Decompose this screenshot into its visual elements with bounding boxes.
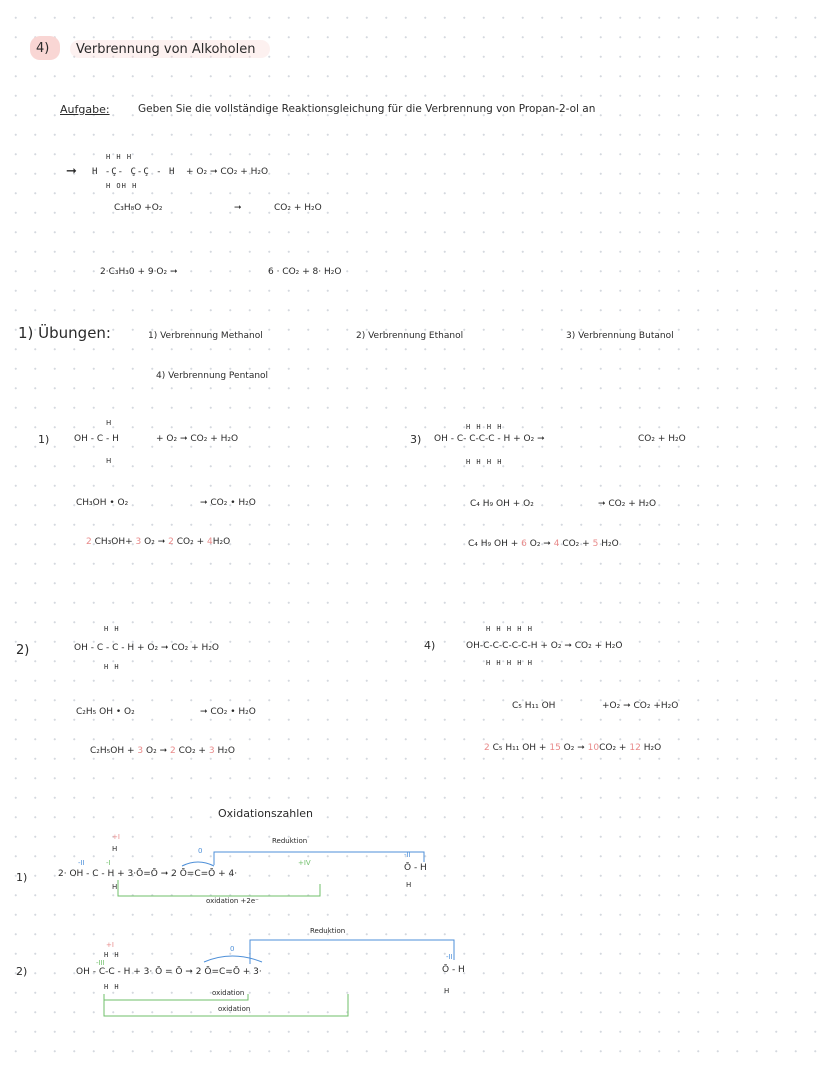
ethanol-eq3-b: O₂ ➞ [146,746,168,756]
redox2-water-bot: H [444,987,450,995]
ox-label-minus1: -I [106,859,111,867]
ethanol-struct-mid: OH - C - C - H + O₂ ➞ CO₂ + H₂O [74,643,220,653]
redox1-reduktion: Reduktion [272,837,308,845]
redox1-main: 2· OH - C - H + 3·Ō=Ō ➞ 2 Ō=C=Ō + 4· [58,869,238,879]
arrow-icon: ➞ [234,203,242,213]
task-eq2-left: C₃H₈O +O₂ [114,203,163,213]
methanol-coef: 2 [86,537,92,547]
methanol-eq3-d: CO₂ + [176,537,205,547]
redox2-oxidation-2: oxidation [218,1005,251,1013]
ethanol-struct-top: H H [104,625,120,633]
butanol-eq3-co2: CO₂ + [562,539,590,549]
butanol-eq2-right: ➞ CO₂ + H₂O [598,499,657,509]
methanol-num: 1) [38,433,50,446]
propanol-struct-bot: H OH H [106,182,138,190]
pentanol-coef: 2 [484,743,490,753]
task-eq1-rest: + O₂ ➞ CO₂ + H₂O [186,167,269,177]
butanol-eq1-right: CO₂ + H₂O [638,434,686,444]
redox1-h-bot: H [112,883,118,891]
pentanol-eq3-a: C₅ H₁₁ OH + [492,743,547,753]
redox1-h-top: H [112,845,118,853]
ox-label-minus2-r2: -II [446,953,453,961]
ox-label-zero-r2: 0 [230,945,235,953]
redox2-oxidation-1: oxidation [212,989,245,997]
ox-label-minus2-water: -II [404,851,411,859]
methanol-co2-coef: 2 [168,537,174,547]
ox-label-minus2: -II [78,859,85,867]
redox2-reduktion: Reduktion [310,927,346,935]
butanol-eq3-left: C₄ H₉ OH + [468,539,519,549]
butanol-eq3-h2o: H₂O [601,539,619,549]
pentanol-eq3-b: O₂ ➞ [563,743,585,753]
butanol-co2-coef: 4 [553,539,560,549]
pentanol-eq3-d: CO₂ + [599,743,627,753]
ox-label-plus1-r2: +I [106,941,114,949]
butanol-eq2-left: C₄ H₉ OH + O₂ [470,499,534,509]
ethanol-eq3-a: C₂H₅OH + [90,746,135,756]
ox-label-zero: 0 [198,847,203,855]
oxidation-title: Oxidationszahlen [218,807,314,820]
uebung-item-2: 2) Verbrennung Ethanol [356,331,464,341]
methanol-eq2-right: ➞ CO₂ • H₂O [200,498,256,508]
pentanol-struct-bot: H H H H H [486,659,533,667]
ethanol-eq3-d: CO₂ + [178,746,206,756]
task-eq2-right: CO₂ + H₂O [274,203,322,213]
redox2-main: OH - C-C - H + 3· Ō = Ō ➞ 2 Ō=C=Ō + 3· [76,967,262,977]
page-title: Verbrennung von Alkoholen [76,42,256,57]
pentanol-eq2-left: C₅ H₁₁ OH [512,701,556,711]
ethanol-eq2-left: C₂H₅ OH • O₂ [76,707,135,717]
redox2-num: 2) [16,965,28,978]
butanol-eq3-mid: O₂ ➞ [529,539,551,549]
pentanol-eq3-f: H₂O [643,743,662,753]
redox1-water-top: Ō - H [404,863,427,873]
methanol-eq1-rest: + O₂ ➞ CO₂ + H₂O [156,434,239,444]
methanol-o2-coef: 3 [135,537,142,547]
butanol-o2-coef: 6 [521,539,527,549]
pentanol-co2-coef: 10 [587,743,600,753]
pentanol-h2o-coef: 12 [629,743,641,753]
methanol-h-bot: H [106,457,112,465]
pentanol-struct-top: H H H H H [486,625,533,633]
ethanol-struct-bot: H H [104,663,120,671]
redox1-num: 1) [16,871,28,884]
task-eq3-right: 6 · CO₂ + 8· H₂O [268,267,342,277]
ethanol-eq2-right: ➞ CO₂ • H₂O [200,707,256,717]
ethanol-h2o-coef: 3 [208,746,215,756]
ethanol-num: 2) [16,643,30,658]
heading-number: 4) [36,41,50,56]
ox-label-plus1: +I [112,833,120,841]
pentanol-num: 4) [424,639,436,652]
redox2-h-bot: H H [104,983,120,991]
propanol-struct-top: H H H [106,153,133,161]
task-eq3-left: 2·C₃H₃0 + 9·O₂ ➞ [100,267,178,277]
methanol-h-top: H [106,419,112,427]
butanol-struct-bot: H H H H [466,458,503,466]
ethanol-o2-coef: 3 [137,746,144,756]
pentanol-struct-mid: OH-C-C-C-C-C-H + O₂ ➞ CO₂ + H₂O [466,641,623,651]
ethanol-eq3-f: H₂O [217,746,235,756]
task-label: Aufgabe: [60,103,110,116]
uebung-item-3: 3) Verbrennung Butanol [566,331,674,341]
methanol-struct: OH - C - H [74,434,119,444]
butanol-struct-mid: OH - C- C-C-C - H + O₂ ➞ [434,434,545,444]
methanol-eq3-a: CH₃OH+ [94,537,133,547]
ox-label-plus4: +IV [298,859,311,867]
pentanol-o2-coef: 15 [549,743,561,753]
arrow-icon: ➞ [66,164,77,179]
methanol-eq2-left: CH₃OH • O₂ [76,498,129,508]
redox1-oxidation: oxidation +2e⁻ [206,897,259,905]
ethanol-co2-coef: 2 [169,746,176,756]
ox-label-minus3: -III [96,959,105,967]
methanol-eq3-f: H₂O [212,537,231,547]
butanol-struct-top: H H H H [466,423,503,431]
butanol-num: 3) [410,433,422,446]
redox1-water-bot: H [406,881,412,889]
methanol-eq3-b: O₂ ➞ [144,537,166,547]
redox2-water-top: Ō - H [442,965,465,975]
pentanol-eq2-right: +O₂ ➞ CO₂ +H₂O [602,701,679,711]
uebung-item-1: 1) Verbrennung Methanol [148,331,263,341]
propanol-struct-mid: H -Ç- Ç-Ç - H [92,167,176,177]
methanol-h2o-coef: 4 [207,537,213,547]
uebungen-label: 1) Übungen: [18,324,111,342]
redox2-h-top: H H [104,951,120,959]
task-text: Geben Sie die vollständige Reaktionsgleichung für die Verbrennung von Propan-2-ol an [138,103,596,115]
uebung-item-4: 4) Verbrennung Pentanol [156,371,269,381]
butanol-h2o-coef: 5 [592,539,599,549]
